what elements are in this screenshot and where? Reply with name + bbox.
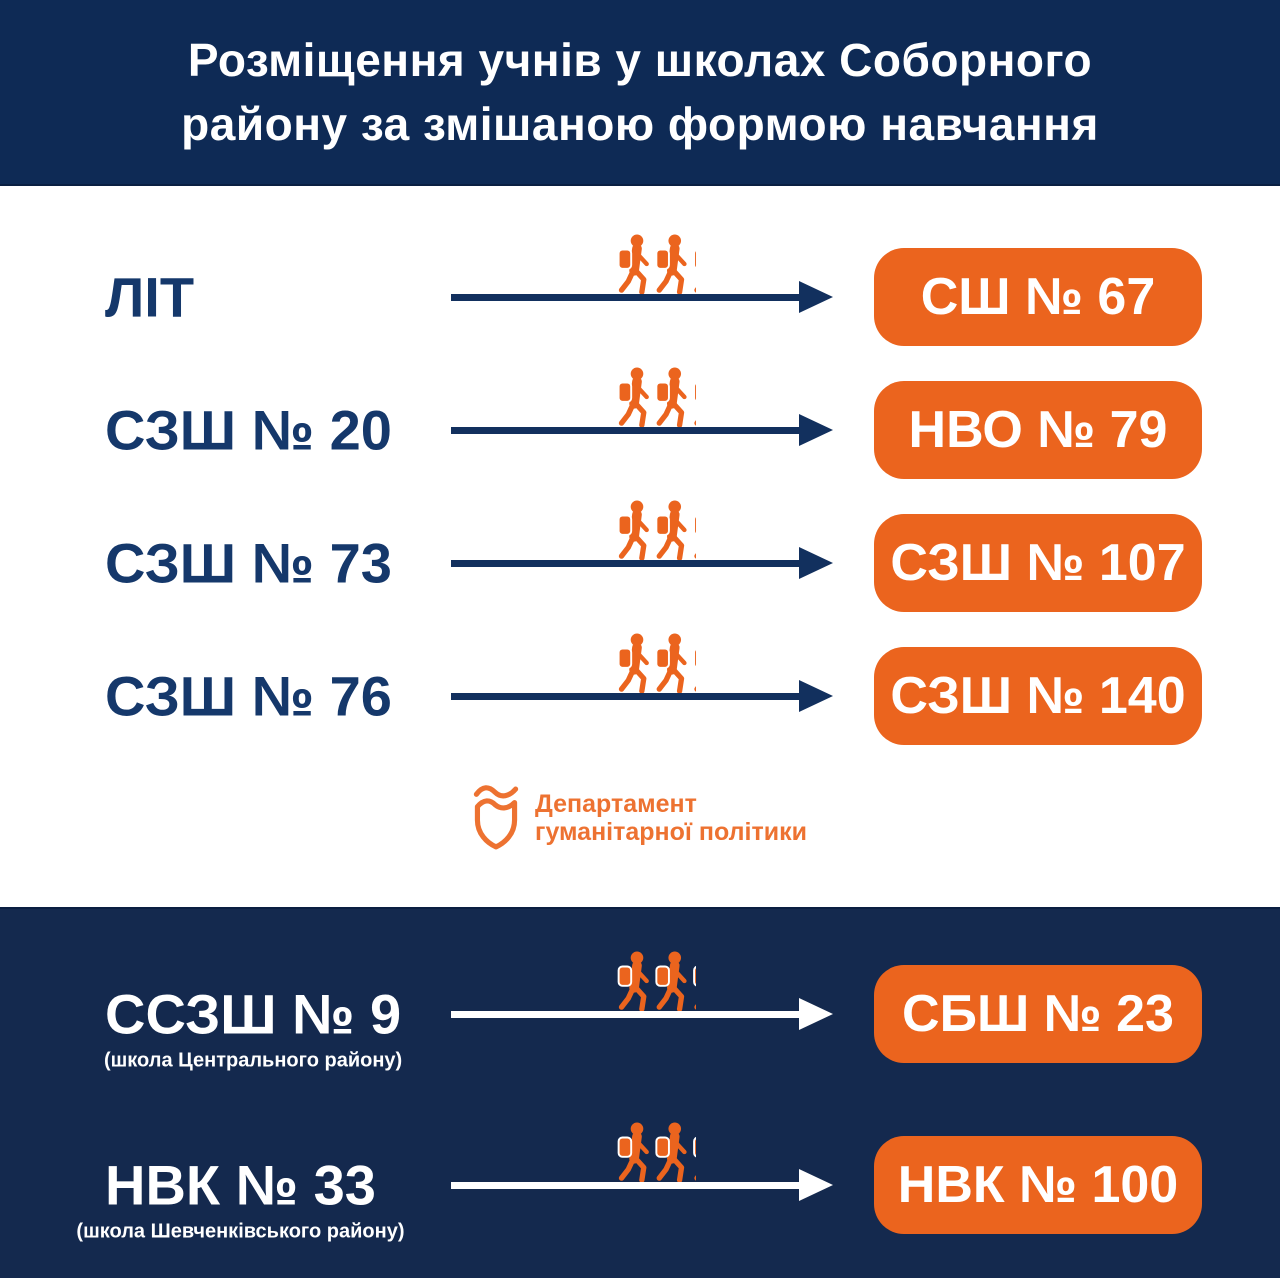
source-school-label: СЗШ № 76 [105,664,392,728]
students-walking-icon [578,234,696,294]
arrow-head-icon [799,547,833,579]
arrow-right-icon [451,427,801,434]
arrow-head-icon [799,998,833,1030]
mapping-row-lit [0,248,1280,346]
arrow-head-icon [799,281,833,313]
arrow-right-icon [451,560,801,567]
mapping-row-szsh-76 [0,647,1280,745]
arrow-right-icon [451,294,801,301]
arrow-head-icon [799,680,833,712]
source-school-label: ЛІТ [105,265,195,329]
arrow-head-icon [799,1169,833,1201]
logo-text-line-2: гуманітарної політики [535,818,807,846]
mapping-row-sszsh-9 [0,965,1280,1072]
arrow-right-icon [451,1011,801,1018]
students-walking-icon [578,367,696,427]
department-logo-text [535,790,807,846]
source-school-label: СЗШ № 20 [105,398,392,462]
target-school-badge: СЗШ № 140 [874,647,1202,745]
target-school-badge: НВК № 100 [874,1136,1202,1234]
shield-logo-icon [473,785,519,851]
source-school-note: (школа Шевченківського району) [76,1220,405,1243]
source-school-note: (школа Центрального району) [103,1049,403,1072]
arrow-head-icon [799,414,833,446]
students-walking-icon [578,633,696,693]
mapping-row-szsh-20 [0,381,1280,479]
students-walking-icon [578,1122,696,1182]
target-school-badge: СЗШ № 107 [874,514,1202,612]
source-school-block [103,982,403,1072]
target-school-badge: СБШ № 23 [874,965,1202,1063]
source-school-label: ССЗШ № 9 [105,982,402,1046]
target-school-badge: СШ № 67 [874,248,1202,346]
department-logo [0,780,1280,856]
target-school-badge: НВО № 79 [874,381,1202,479]
page-title-line-1: Розміщення учнів у школах Соборного [187,34,1093,86]
source-school-label: СЗШ № 73 [105,531,392,595]
mapping-row-szsh-73 [0,514,1280,612]
mapping-row-nvk-33 [0,1136,1280,1243]
header [0,0,1280,186]
students-walking-icon [578,500,696,560]
arrow-right-icon [451,693,801,700]
arrow-right-icon [451,1182,801,1189]
logo-text-line-1: Департамент [535,790,697,818]
source-school-label: НВК № 33 [105,1153,376,1217]
source-school-block [76,1153,405,1243]
students-walking-icon [578,951,696,1011]
page-title-line-2: району за змішаною формою навчання [181,98,1099,150]
